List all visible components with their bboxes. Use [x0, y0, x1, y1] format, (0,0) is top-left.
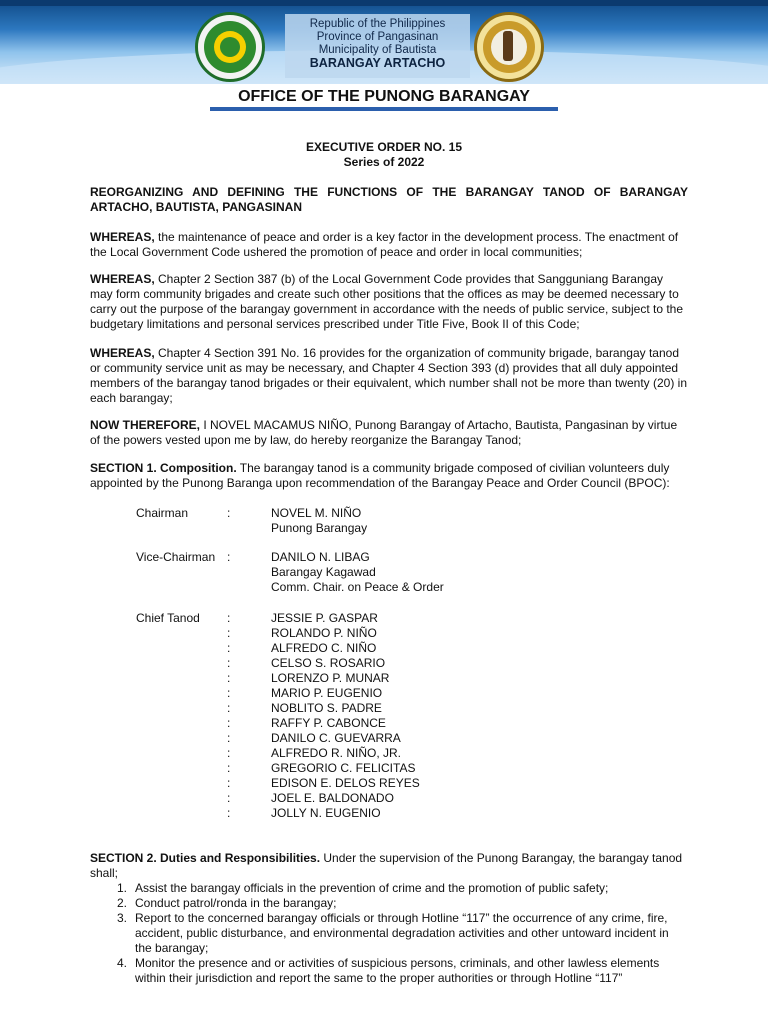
chairman-label: Chairman	[136, 506, 189, 520]
whereas-clause-3: WHEREAS, Chapter 4 Section 391 No. 16 provides for the organization of community brigade, barangay tanod or community service unit as may be necessary, and Chapter 4 Section 393 (d) provides that all duly appointed members of the barangay tanod brigades or their equivalent, which number shall not be more than twenty (20) in each barangay;	[90, 346, 687, 405]
order-series: Series of 2022	[343, 155, 425, 169]
roster-colon: :	[227, 701, 231, 715]
roster-colon: :	[227, 731, 231, 745]
office-title-underline	[210, 107, 558, 111]
banner-top-stripe	[0, 0, 768, 6]
vice-chairman-name: DANILO N. LIBAG	[271, 550, 370, 564]
tanod-member-name: JESSIE P. GASPAR	[271, 611, 378, 625]
roster-colon: :	[227, 671, 231, 685]
tanod-member-name: JOEL E. BALDONADO	[271, 791, 394, 805]
order-subject: REORGANIZING AND DEFINING THE FUNCTIONS OF THE BARANGAY TANOD OF BARANGAY ARTACHO, BAUTISTA, PANGASINAN	[90, 185, 688, 214]
section-2-duties: SECTION 2. Duties and Responsibilities. Under the supervision of the Punong Barangay, the barangay tanod shall;	[90, 851, 683, 880]
chairman-name: NOVEL M. NIÑO	[271, 506, 362, 520]
whereas-clause-1: WHEREAS, the maintenance of peace and order is a key factor in the development process. The enactment of the Local Government Code ushered the promotion of peace and order in local communities;	[90, 230, 679, 259]
roster-colon: :	[227, 791, 231, 805]
tanod-member-name: RAFFY P. CABONCE	[271, 716, 386, 730]
roster-colon: :	[227, 641, 231, 655]
roster-colon: :	[227, 746, 231, 760]
tanod-member-name: ALFREDO C. NIÑO	[271, 641, 377, 655]
tanod-member-name: ROLANDO P. NIÑO	[271, 626, 377, 640]
roster-colon: :	[227, 550, 231, 564]
header-line-3: Municipality of Bautista	[318, 44, 437, 56]
header-text-box	[285, 14, 470, 78]
vice-chairman-committee: Comm. Chair. on Peace & Order	[271, 580, 444, 594]
artacho-seal-logo	[474, 12, 544, 82]
tanod-member-name: MARIO P. EUGENIO	[271, 686, 383, 700]
order-number: EXECUTIVE ORDER NO. 15	[305, 140, 463, 154]
header-line-2: Province of Pangasinan	[316, 31, 439, 43]
chief-tanod-label: Chief Tanod	[136, 611, 200, 625]
now-therefore-clause: NOW THEREFORE, I NOVEL MACAMUS NIÑO, Punong Barangay of Artacho, Bautista, Pangasinan by virtue of the powers vested upon me by law, do hereby reorganize the Barangay Tanod;	[90, 418, 678, 447]
roster-colon: :	[227, 656, 231, 670]
roster-colon: :	[227, 761, 231, 775]
tanod-member-name: LORENZO P. MUNAR	[271, 671, 390, 685]
bautista-seal-logo	[195, 12, 265, 82]
section-1-composition: SECTION 1. Composition. The barangay tanod is a community brigade composed of civilian volunteers duly appointed by the Punong Baranga upon recommendation of the Barangay Peace and Order Council (BPOC):	[90, 461, 670, 490]
roster-colon: :	[227, 626, 231, 640]
tanod-member-name: NOBLITO S. PADRE	[271, 701, 382, 715]
header-barangay: BARANGAY ARTACHO	[309, 56, 446, 70]
tanod-member-name: GREGORIO C. FELICITAS	[271, 761, 416, 775]
vice-chairman-label: Vice-Chairman	[136, 550, 216, 564]
tanod-member-name: EDISON E. DELOS REYES	[271, 776, 420, 790]
tanod-member-name: CELSO S. ROSARIO	[271, 656, 386, 670]
roster-colon: :	[227, 776, 231, 790]
vice-chairman-title: Barangay Kagawad	[271, 565, 376, 579]
header-line-1: Republic of the Philippines	[309, 18, 446, 30]
chairman-title: Punong Barangay	[271, 521, 368, 535]
office-title: OFFICE OF THE PUNONG BARANGAY	[238, 88, 530, 105]
tanod-member-name: ALFREDO R. NIÑO, JR.	[271, 746, 402, 760]
roster-colon: :	[227, 506, 231, 520]
roster-colon: :	[227, 806, 231, 820]
whereas-clause-2: WHEREAS, Chapter 2 Section 387 (b) of the Local Government Code provides that Sangguniang Barangay may form community brigades and create such other positions that the offices as may be deemed necessary to carry out the purpose of the barangay government in accordance with the needs of public service, subject to the budgetary limitations and personal services prescribed under Title Five, Book II of this Code;	[90, 272, 684, 331]
tanod-member-name: JOLLY N. EUGENIO	[271, 806, 381, 820]
roster-colon: :	[227, 686, 231, 700]
roster-colon: :	[227, 716, 231, 730]
roster-colon: :	[227, 611, 231, 625]
tanod-member-name: DANILO C. GUEVARRA	[271, 731, 401, 745]
